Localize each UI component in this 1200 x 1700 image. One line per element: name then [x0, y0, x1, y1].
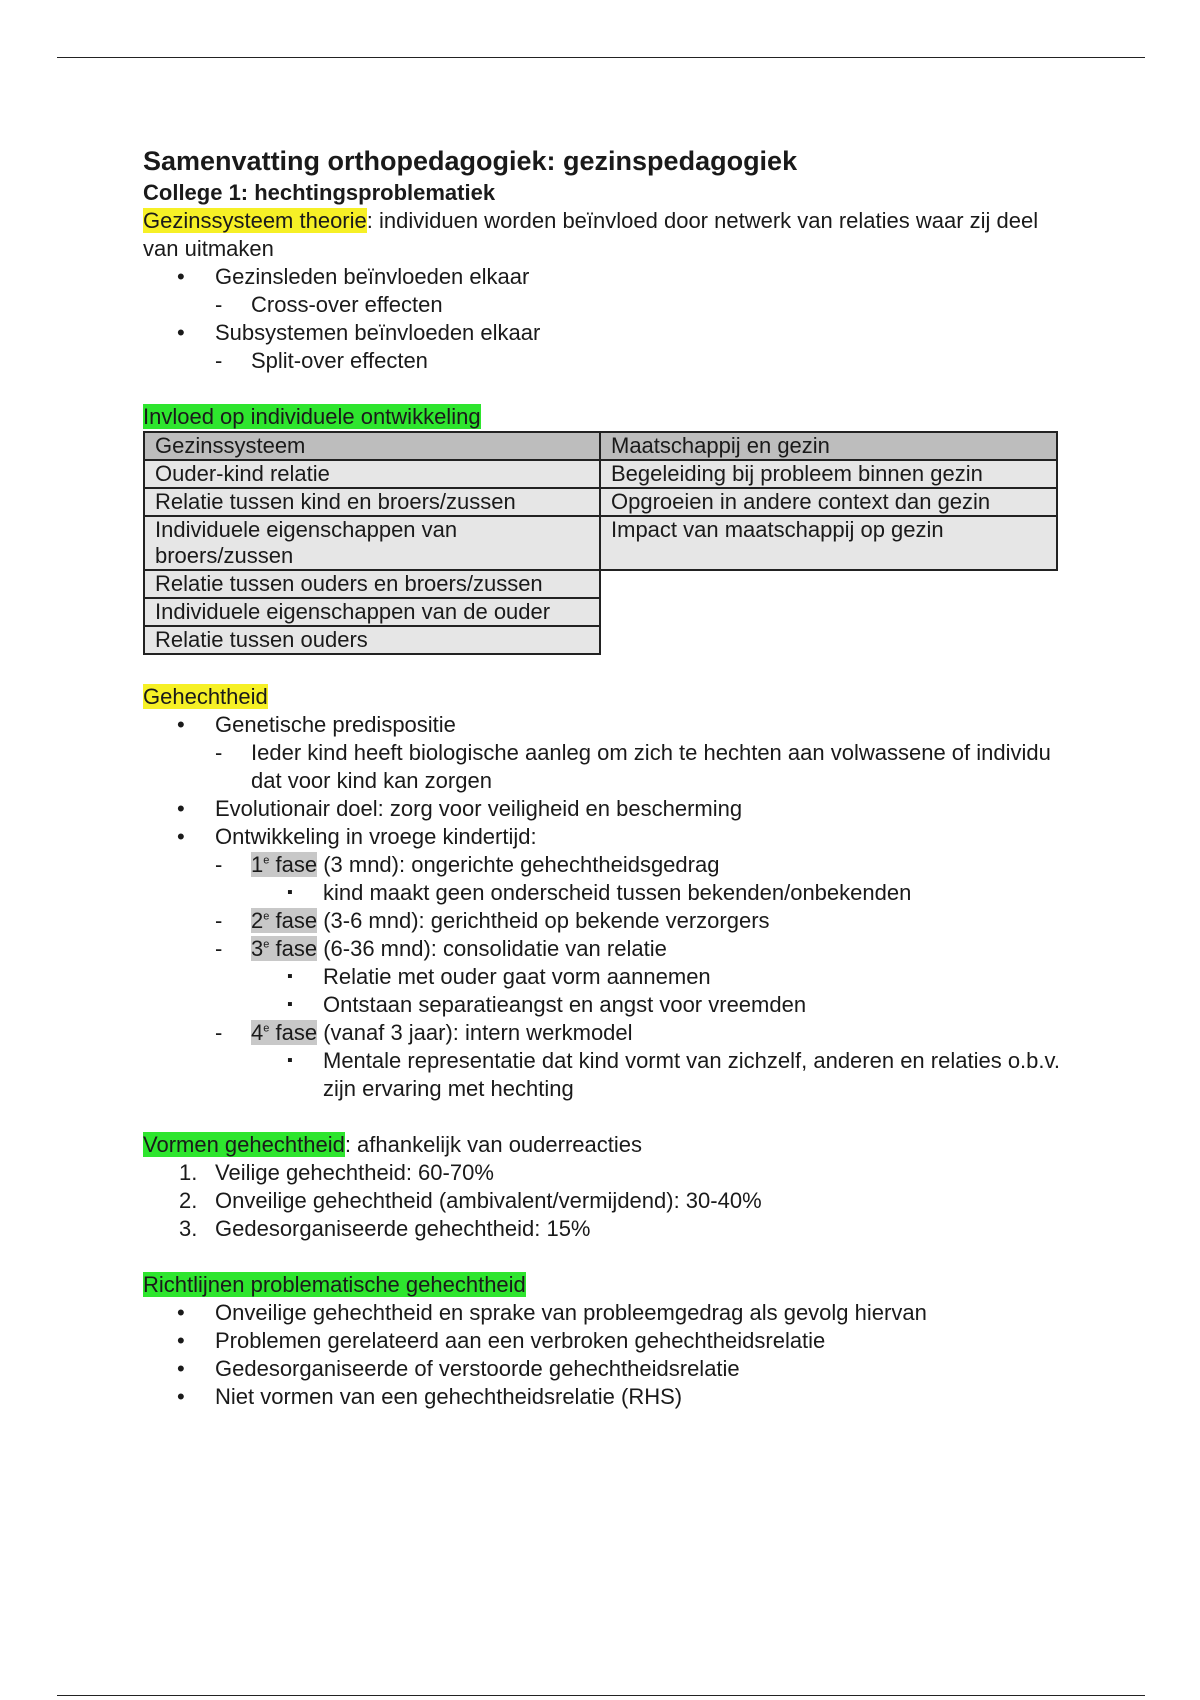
- gehechtheid-heading: Gehechtheid: [143, 684, 268, 709]
- list-subitem: - Cross-over effecten: [143, 291, 1063, 319]
- vormen-paragraph: [143, 1131, 1063, 1159]
- phase-subitem: ▪ Relatie met ouder gaat vorm aannemen: [143, 963, 1063, 991]
- phase-subitem: ▪ kind maakt geen onderscheid tussen bekenden/onbekenden: [143, 879, 1063, 907]
- invloed-heading-line: [143, 403, 1063, 431]
- intro-paragraph: [143, 207, 1063, 263]
- document-title: Samenvatting orthopedagogiek: gezinspedagogiek: [143, 146, 798, 176]
- gehechtheid-heading-line: [143, 683, 1063, 711]
- vormen-heading: Vormen gehechtheid: [143, 1132, 345, 1157]
- intro-text: : individuen worden beïnvloed door netwerk van relaties waar zij deel van uitmaken: [143, 208, 1039, 261]
- vormen-list: [143, 1159, 1063, 1243]
- intro-list: [143, 263, 1063, 375]
- table-cell: Impact van maatschappij op gezin: [600, 516, 1057, 570]
- numbered-item: 1. Veilige gehechtheid: 60-70%: [179, 1160, 494, 1185]
- list-item: • Gedesorganiseerde of verstoorde gehechtheidsrelatie: [143, 1355, 1063, 1383]
- table-cell: Opgroeien in andere context dan gezin: [600, 488, 1057, 516]
- vormen-text: : afhankelijk van ouderreacties: [344, 1132, 642, 1157]
- phase-subitem: ▪ Mentale representatie dat kind vormt van zichzelf, anderen en relaties o.b.v. zijn ervaring met hechting: [143, 1047, 1063, 1103]
- invloed-heading: Invloed op individuele ontwikkeling: [143, 404, 481, 429]
- document-body: [143, 143, 1063, 1411]
- richtlijnen-heading-line: [143, 1271, 1063, 1299]
- bottom-rule: [57, 1695, 1145, 1696]
- gehechtheid-list: [143, 711, 1063, 1103]
- list-subitem: - Split-over effecten: [143, 347, 1063, 375]
- list-item: • Genetische predispositie: [143, 711, 1063, 739]
- numbered-item: 3. Gedesorganiseerde gehechtheid: 15%: [179, 1216, 591, 1241]
- table-header-cell: Maatschappij en gezin: [600, 432, 1057, 460]
- phase-number: 1: [251, 852, 264, 877]
- list-item: • Subsystemen beïnvloeden elkaar: [143, 319, 1063, 347]
- richtlijnen-heading: Richtlijnen problematische gehechtheid: [143, 1272, 526, 1297]
- list-item: • Gezinsleden beïnvloeden elkaar: [143, 263, 1063, 291]
- table-cell: Ouder-kind relatie: [144, 460, 600, 488]
- table-cell: Individuele eigenschappen van broers/zussen: [144, 516, 600, 570]
- list-item: • Niet vormen van een gehechtheidsrelatie (RHS): [143, 1383, 1063, 1411]
- phase-item: - 3e fase (6-36 mnd): consolidatie van relatie: [143, 935, 1063, 963]
- list-item: • Evolutionair doel: zorg voor veiligheid en bescherming: [143, 795, 1063, 823]
- phase-item: - 2e fase (3-6 mnd): gerichtheid op bekende verzorgers: [143, 907, 1063, 935]
- richtlijnen-list: [143, 1299, 1063, 1411]
- top-rule: [57, 57, 1145, 58]
- table-cell: Relatie tussen ouders: [144, 626, 600, 654]
- phase-number: 3: [251, 936, 264, 961]
- intro-term: Gezinssysteem theorie: [143, 208, 367, 233]
- numbered-item: 2. Onveilige gehechtheid (ambivalent/vermijdend): 30-40%: [179, 1188, 762, 1213]
- table-cell: Relatie tussen kind en broers/zussen: [144, 488, 600, 516]
- phase-item: - 1e fase (3 mnd): ongerichte gehechtheidsgedrag: [143, 851, 1063, 879]
- invloed-table: [143, 431, 1063, 663]
- list-item: • Problemen gerelateerd aan een verbroken gehechtheidsrelatie: [143, 1327, 1063, 1355]
- list-subitem: - Ieder kind heeft biologische aanleg om zich te hechten aan volwassene of individu dat voor kind kan zorgen: [143, 739, 1063, 795]
- document-subtitle: College 1: hechtingsproblematiek: [143, 180, 496, 205]
- phase-subitem: ▪ Ontstaan separatieangst en angst voor vreemden: [143, 991, 1063, 1019]
- list-item: • Ontwikkeling in vroege kindertijd:: [143, 823, 1063, 851]
- table-cell: Individuele eigenschappen van de ouder: [144, 598, 600, 626]
- table-cell: Relatie tussen ouders en broers/zussen: [144, 570, 600, 598]
- gezinssysteem-table: [143, 431, 601, 655]
- list-item: • Onveilige gehechtheid en sprake van probleemgedrag als gevolg hiervan: [143, 1299, 1063, 1327]
- table-cell: Begeleiding bij probleem binnen gezin: [600, 460, 1057, 488]
- table-header-cell: Gezinssysteem: [144, 432, 600, 460]
- phase-number: 2: [251, 908, 264, 933]
- phase-number: 4: [251, 1020, 264, 1045]
- maatschappij-table: [599, 431, 1058, 571]
- phase-item: - 4e fase (vanaf 3 jaar): intern werkmodel: [143, 1019, 1063, 1047]
